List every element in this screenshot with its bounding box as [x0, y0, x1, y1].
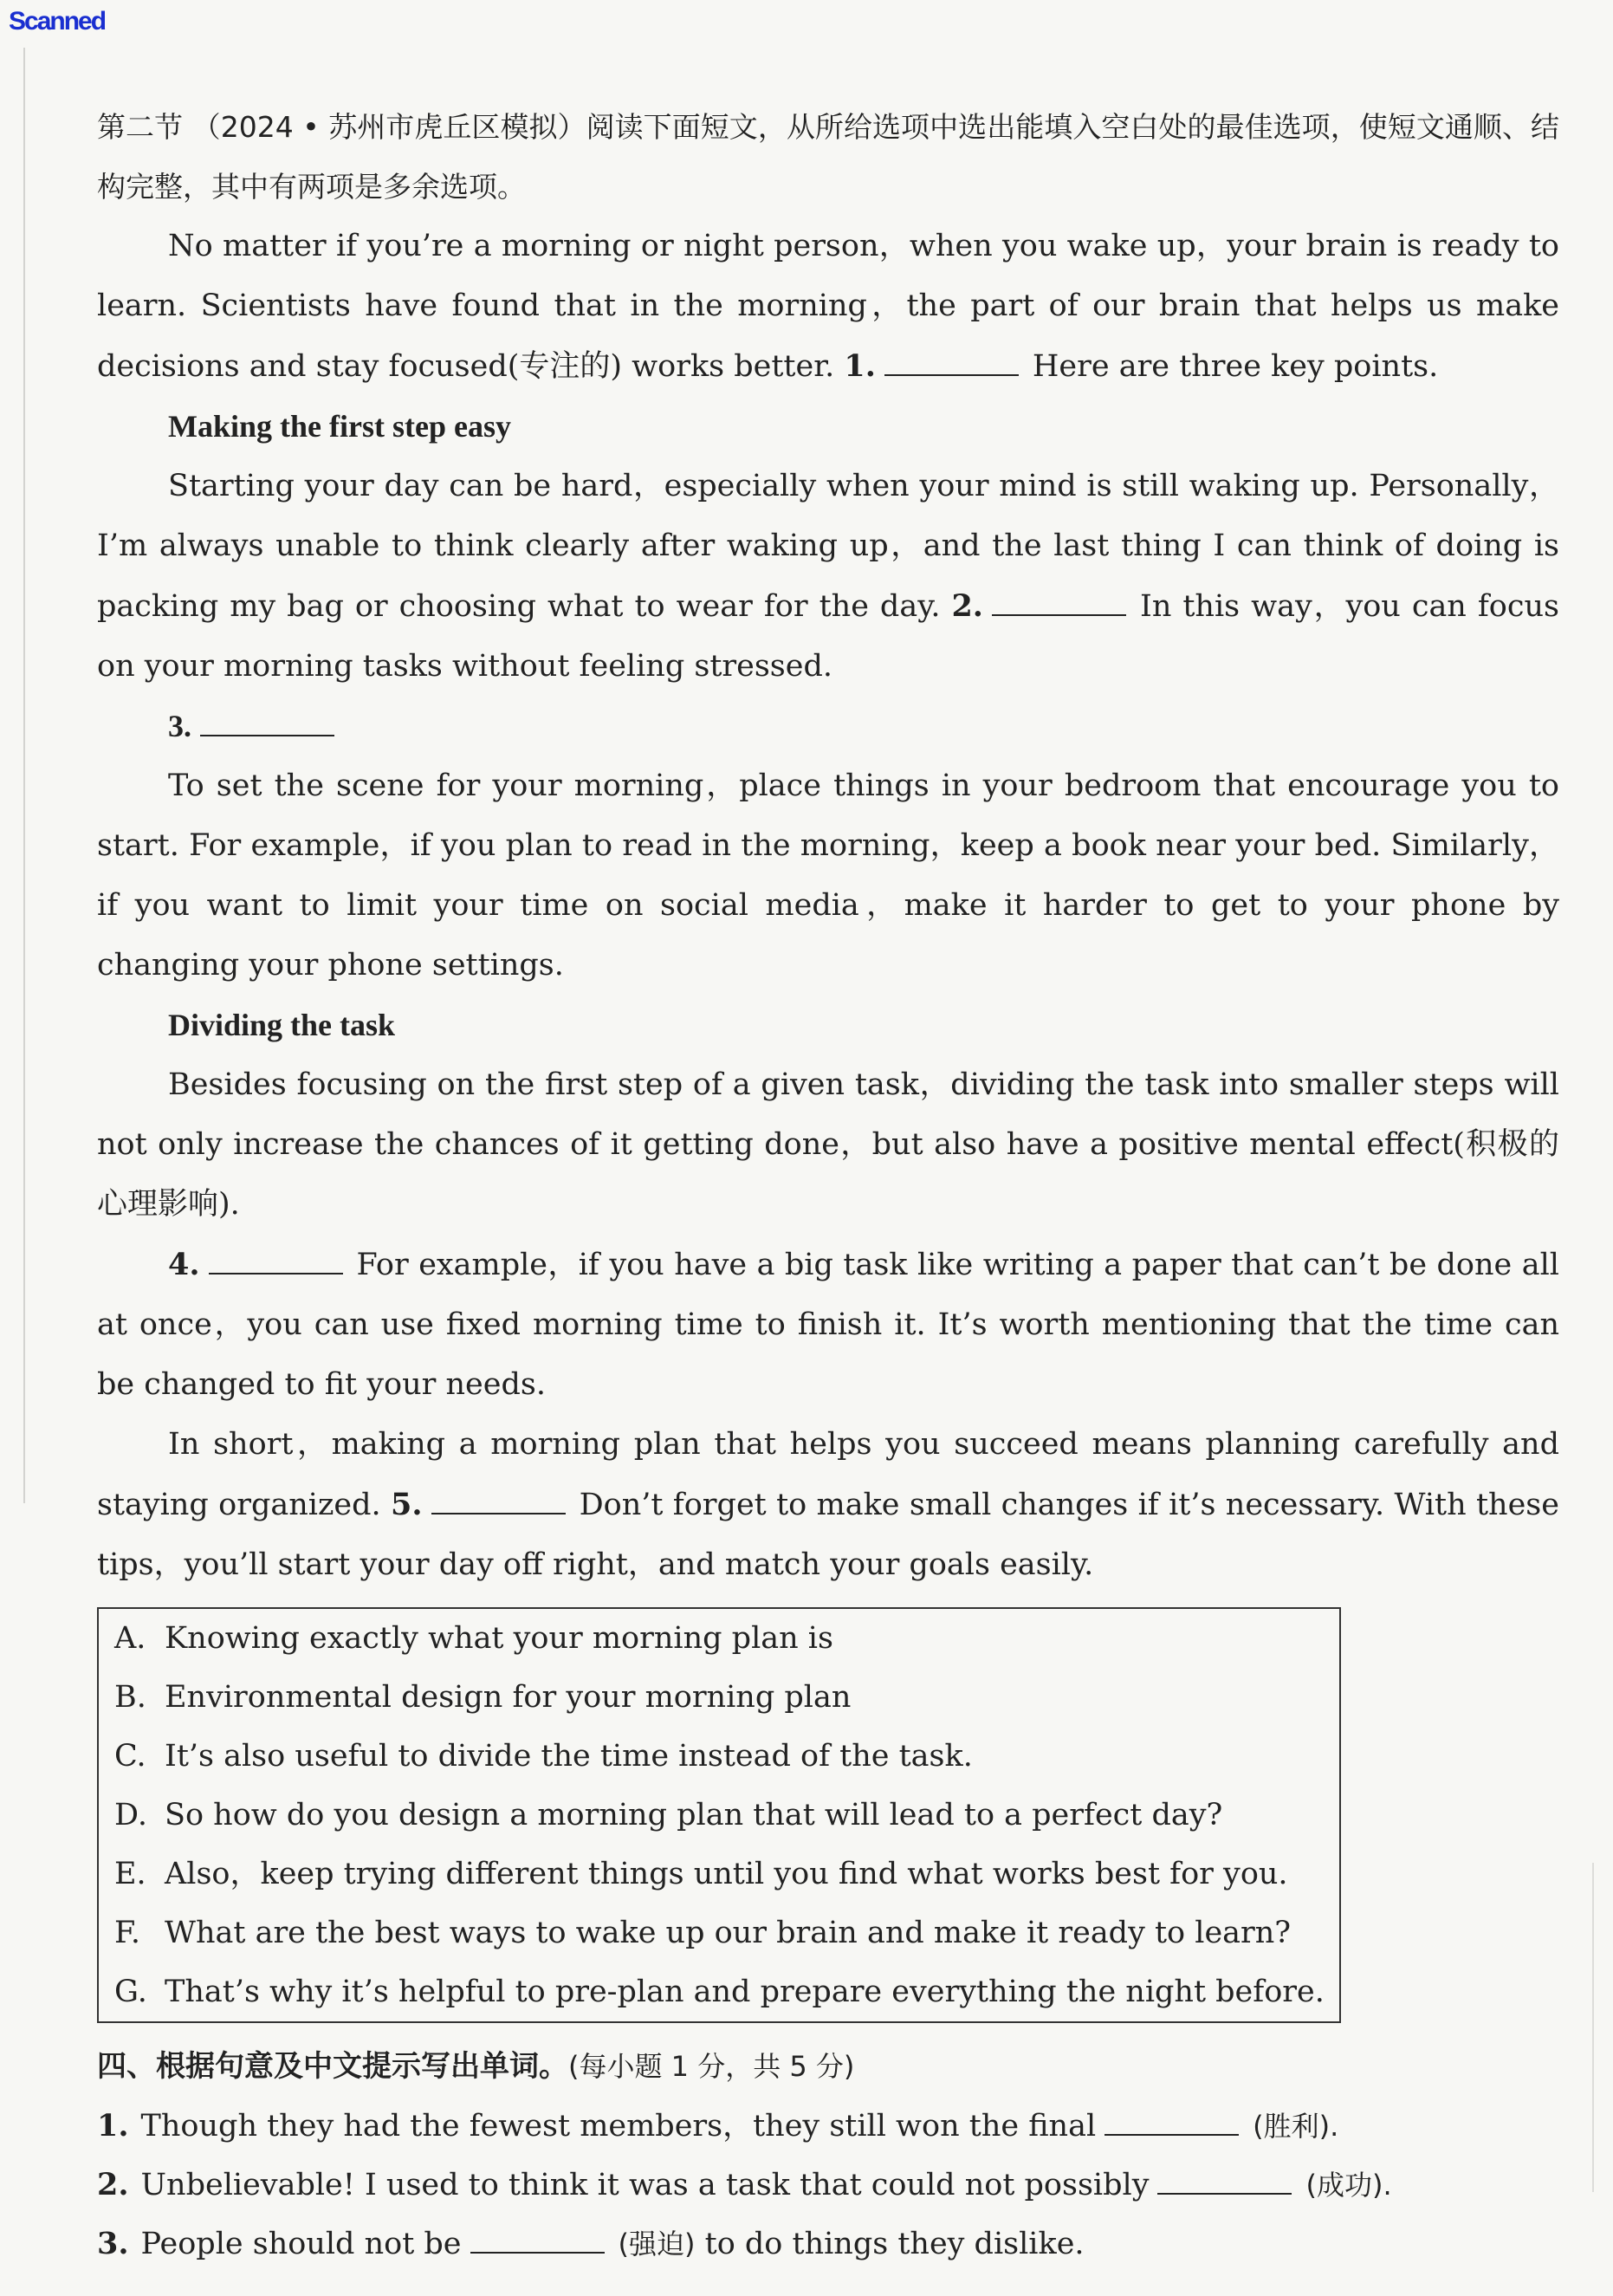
subheading-dividing-task: Dividing the task: [168, 1008, 396, 1042]
option-e[interactable]: E. Also，keep trying different things until you find what works best for you.: [114, 1857, 1288, 1891]
passage-paragraph-2: Starting your day can be hard，especially when your mind is still waking up. Personally，I’m always unable to think clearly after waking up，and the last thing I can think of doing is packing my bag or choosing what to wear for the day. 2. In this way，you can focus on your morning tasks without feeling stressed.: [97, 469, 1559, 684]
options-box: [97, 1607, 1341, 2023]
question-number-4: 4.: [168, 1247, 200, 1282]
option-d[interactable]: D. So how do you design a morning plan that will lead to a perfect day?: [114, 1798, 1223, 1832]
passage-paragraph-5: 4. For example，if you have a big task like writing a paper that can’t be done all at once，you can use fixed morning time to finish it. It’s worth mentioning that the time can be changed to fit your needs.: [97, 1247, 1559, 1402]
section-4-title: 四、根据句意及中文提示写出单词。(每小题 1 分，共 5 分): [97, 2049, 855, 2084]
section-4-score: (每小题 1 分，共 5 分): [568, 2050, 855, 2083]
exercise-item-1: 1. Though they had the fewest members，they still won the final (胜利).: [97, 2108, 1339, 2144]
answer-blank-2[interactable]: [992, 590, 1126, 616]
passage-paragraph-6: In short，making a morning plan that helps you succeed means planning carefully and staying organized. 5. Don’t forget to make small changes if it’s necessary. With these tips，you’ll start your day off right，and match your goals easily.: [97, 1427, 1559, 1582]
word-blank-1[interactable]: [1104, 2110, 1239, 2136]
option-a[interactable]: A. Knowing exactly what your morning plan is: [114, 1621, 833, 1656]
question-number-5: 5.: [391, 1487, 423, 1522]
binding-margin-line: [23, 48, 25, 1503]
question-number-2: 2.: [951, 588, 983, 624]
section-instruction: [97, 97, 1559, 217]
page-edge-line: [1592, 1863, 1594, 2192]
word-blank-3[interactable]: [470, 2228, 605, 2254]
question-number-1: 1.: [844, 348, 876, 384]
option-f[interactable]: F. What are the best ways to wake up our brain and make it ready to learn?: [114, 1916, 1292, 1950]
passage-paragraph-3: To set the scene for your morning，place things in your bedroom that encourage you to start. For example，if you plan to read in the morning，keep a book near your bed. Similarly，if you want to limit your time on social media，make it harder to get to your phone by changing your phone settings.: [97, 769, 1559, 983]
passage-paragraph-4: Besides focusing on the first step of a given task，dividing the task into smaller steps will not only increase the chances of it getting done，but also have a positive mental effect(积极的心理影响).: [97, 1067, 1559, 1222]
answer-blank-1[interactable]: [884, 350, 1019, 376]
subheading-blank-3: [168, 697, 1559, 756]
answer-blank-3[interactable]: [200, 710, 334, 736]
section-title: 第二节 （2024 • 苏州市虎丘区模拟）阅读下面短文，从所给选项中选出能填入空白处的最佳选项，使短文通顺、结构完整，其中有两项是多余选项。: [97, 110, 1559, 204]
word-blank-2[interactable]: [1157, 2169, 1292, 2195]
option-g[interactable]: G. That’s why it’s helpful to pre-plan and prepare everything the night before.: [114, 1975, 1325, 2009]
question-number-3: 3.: [168, 709, 191, 743]
worksheet-page: [97, 97, 1559, 2273]
scanner-watermark: Scanned: [9, 7, 106, 36]
answer-blank-5[interactable]: [431, 1489, 566, 1514]
option-c[interactable]: C. It’s also useful to divide the time instead of the task.: [114, 1739, 973, 1774]
exercise-item-3: 3. People should not be (强迫) to do things they dislike.: [97, 2226, 1085, 2261]
subheading-first-step: Making the first step easy: [168, 409, 511, 444]
answer-blank-4[interactable]: [209, 1249, 343, 1274]
option-b[interactable]: B. Environmental design for your morning plan: [114, 1680, 852, 1715]
passage-paragraph-1: No matter if you’re a morning or night person，when you wake up，your brain is ready to learn. Scientists have found that in the morning，the part of our brain that helps us make decisions and stay focused(专注的) works better. 1. Here are three key points.: [97, 229, 1559, 384]
exercise-item-2: 2. Unbelievable! I used to think it was a task that could not possibly (成功).: [97, 2167, 1392, 2202]
